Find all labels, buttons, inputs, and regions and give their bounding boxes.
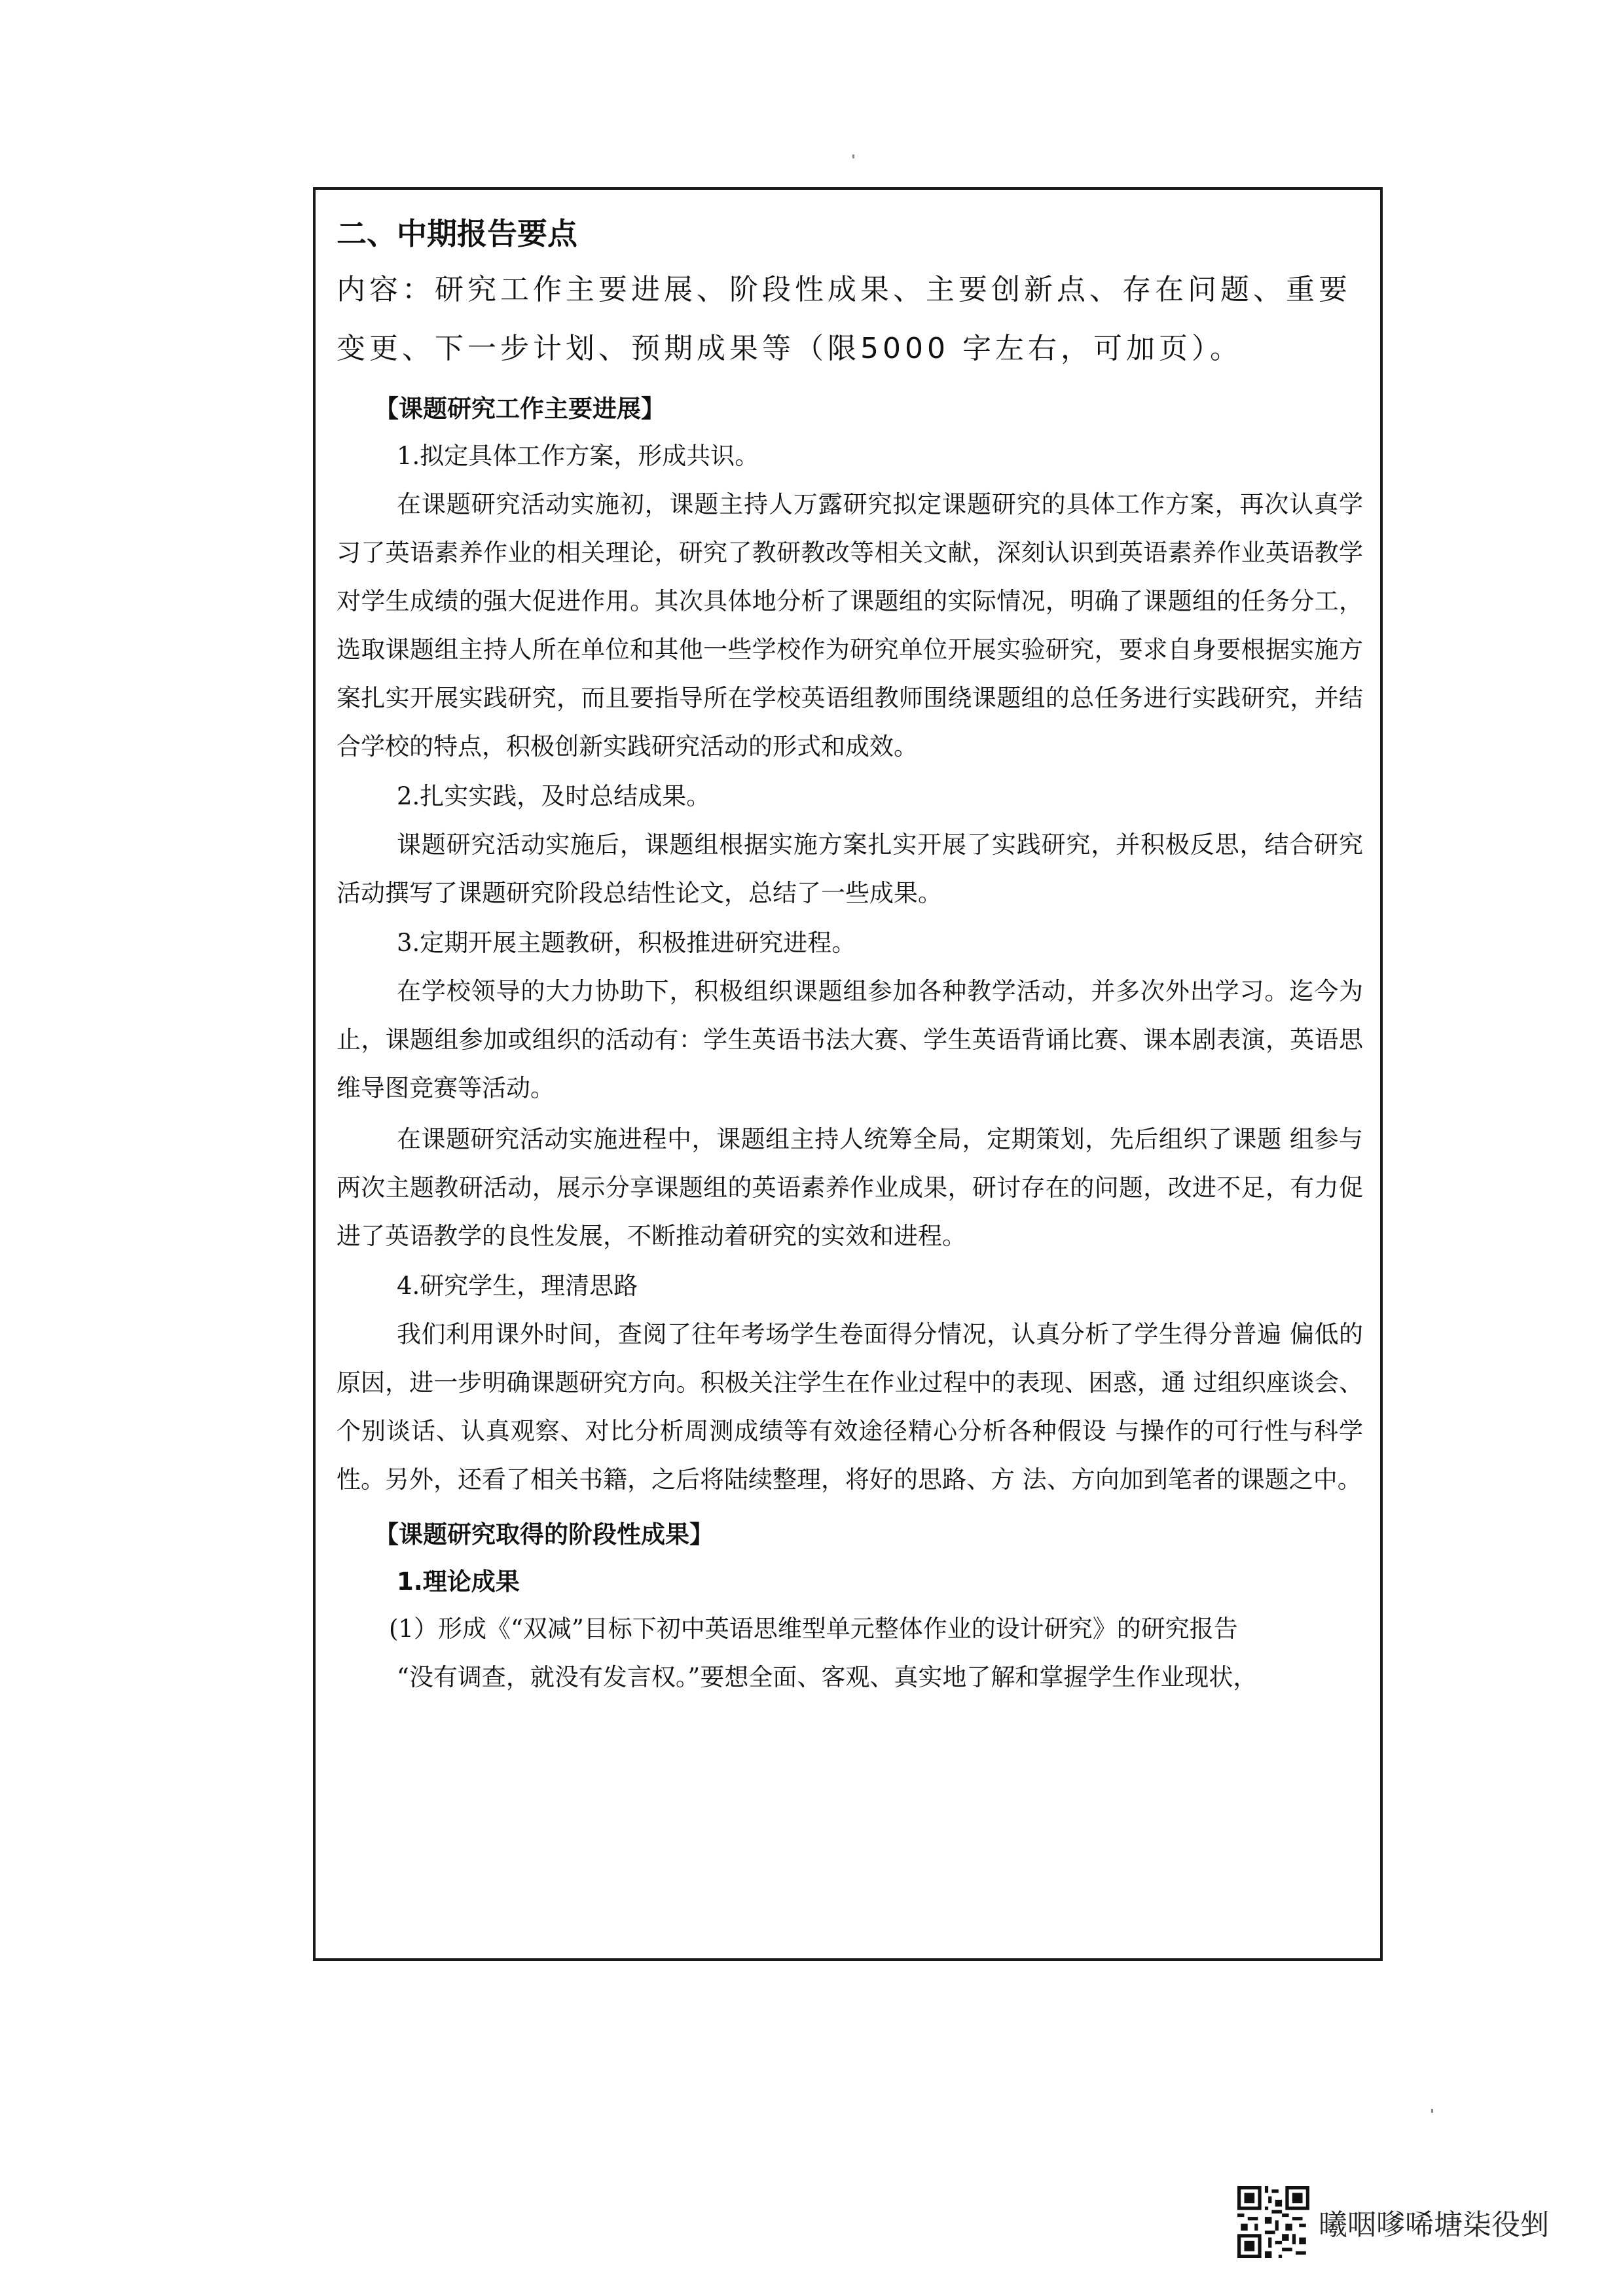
progress-heading: 【课题研究工作主要进展】	[374, 395, 665, 423]
progress-paragraph: 在课题研究活动实施初，课题主持人万露研究拟定课题研究的具体工作方案，再次认真学习了英语素养作业的相关理论，研究了教研教改等相关文献，深刻认识到英语素养作业英语教学对学生成绩的强大促进作用。其次具体地分析了课题组的实际情况，明确了课题组的任务分工，选取课题组主持人所在单位和其他一些学校作为研究单位开展实验研究，要求自身要根据实施方案扎实开展实践研究，而且要指导所在学校英语组教师围绕课题组的总任务进行实践研究，并结合学校的特点，积极创新实践研究活动的形式和成效。	[337, 490, 1363, 761]
progress-paragraph: 在课题研究活动实施进程中，课题组主持人统筹全局，定期策划，先后组织了课题 组参与两次主题教研活动，展示分享课题组的英语素养作业成果，研讨存在的问题，改进不足，有力促进了英语教学的良性发展，不断推动着研究的实效和进程。	[337, 1125, 1363, 1250]
corner-mark	[1237, 2186, 1549, 2258]
corner-text: 曦咽嗲唏塘柒役剉	[1319, 2208, 1549, 2242]
progress-item-title: 4.研究学生，理清思路	[397, 1272, 638, 1300]
scan-speck	[852, 154, 854, 158]
progress-paragraph: 在学校领导的大力协助下，积极组织课题组参加各种教学活动，并多次外出学习。迄今为止，课题组参加或组织的活动有：学生英语书法大赛、学生英语背诵比赛、课本剧表演，英语思维导图竞赛等活动。	[337, 977, 1363, 1102]
progress-paragraph: 课题研究活动实施后，课题组根据实施方案扎实开展了实践研究，并积极反思，结合研究活动撰写了课题研究阶段总结性论文，总结了一些成果。	[337, 831, 1363, 907]
results-item-title: 1.理论成果	[397, 1568, 520, 1596]
progress-paragraph: 我们利用课外时间，查阅了往年考场学生卷面得分情况，认真分析了学生得分普遍 偏低的原因，进一步明确课题研究方向。积极关注学生在作业过程中的表现、困惑，通 过组织座谈会、个别谈话、认真观察、对比分析周测成绩等有效途径精心分析各种假设 与操作的可行性与科学性。另外，还看了相关书籍，之后将陆续整理，将好的思路、方 法、方向加到笔者的课题之中。	[337, 1320, 1363, 1494]
report-frame	[313, 187, 1383, 1961]
section-title: 二、中期报告要点	[337, 216, 577, 251]
progress-item-title: 1.拟定具体工作方案，形成共识。	[397, 442, 759, 470]
results-quote: “没有调查，就没有发言权。”要想全面、客观、真实地了解和掌握学生作业现状，	[397, 1663, 1258, 1691]
progress-item-title: 2.扎实实践，及时总结成果。	[397, 782, 711, 810]
results-subitem: (1）形成《“双减”目标下初中英语思维型单元整体作业的设计研究》的研究报告	[389, 1615, 1238, 1643]
progress-item-title: 3.定期开展主题教研，积极推进研究进程。	[397, 929, 856, 957]
intro-text: 内容：研究工作主要进展、阶段性成果、主要创新点、存在问题、重要变更、下一步计划、预期成果等（限5000 字左右，可加页）。	[337, 273, 1351, 365]
scan-speck	[1431, 2109, 1433, 2113]
report-content	[337, 212, 1363, 1702]
qr-code-icon	[1237, 2186, 1309, 2258]
results-heading: 【课题研究取得的阶段性成果】	[374, 1520, 714, 1549]
